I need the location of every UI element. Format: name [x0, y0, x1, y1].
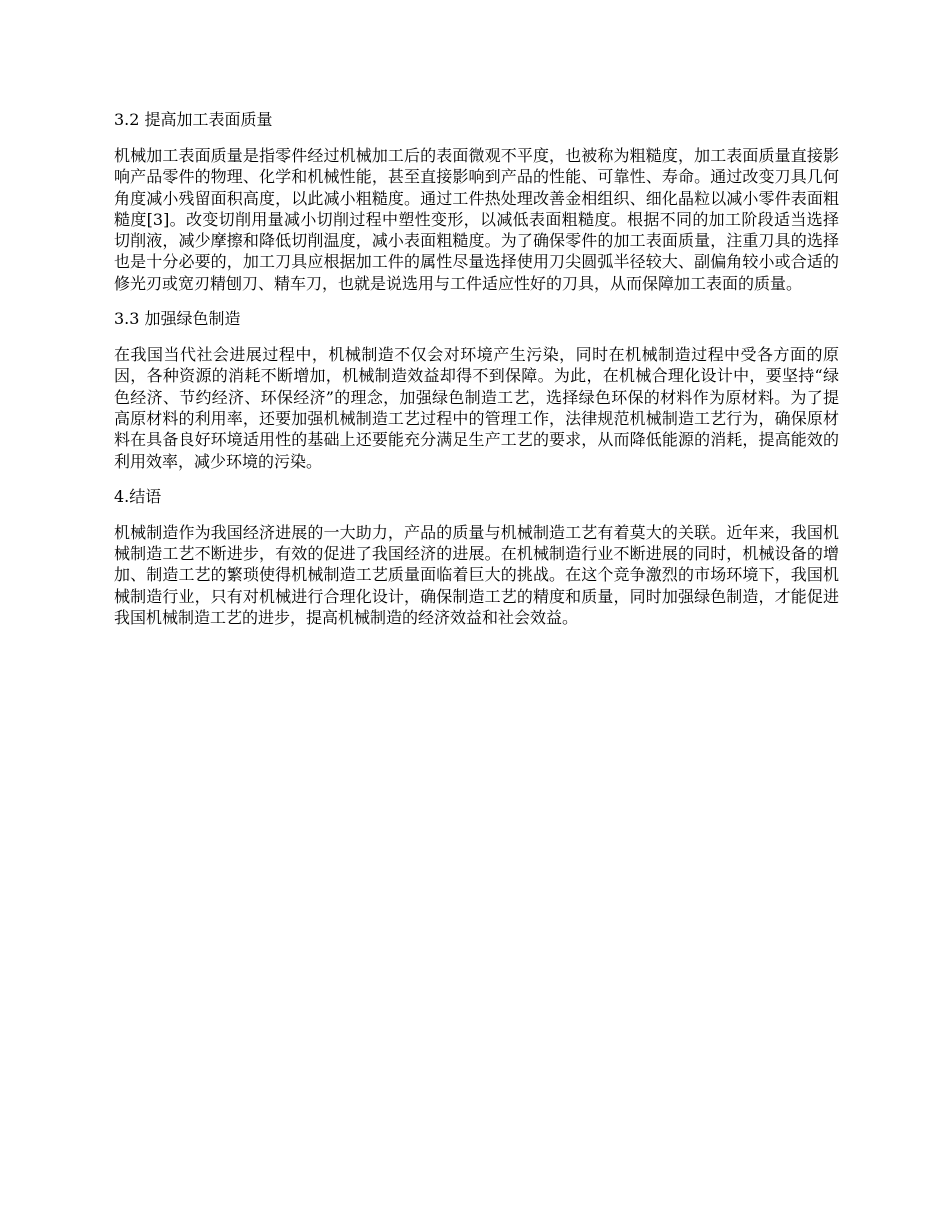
section-heading: 4.结语: [114, 486, 162, 506]
section-paragraph: 在我国当代社会进展过程中，机械制造不仅会对环境产生污染，同时在机械制造过程中受各方面的原因，各种资源的消耗不断增加，机械制造效益却得不到保障。为此，在机械合理化设计中，要坚持“绿色经济、节约经济、环保经济”的理念，加强绿色制造工艺，选择绿色环保的材料作为原材料。为了提高原材料的利用率，还要加强机械制造工艺过程中的管理工作，法律规范机械制造工艺行为，确保原材料在具备良好环境适用性的基础上还要能充分满足生产工艺的要求，从而降低能源的消耗，提高能效的利用效率，减少环境的污染。: [114, 345, 839, 471]
section-surface-quality: [114, 108, 839, 294]
section-paragraph: 机械加工表面质量是指零件经过机械加工后的表面微观不平度，也被称为粗糙度，加工表面质量直接影响产品零件的物理、化学和机械性能，甚至直接影响到产品的性能、可靠性、寿命。通过改变刀具几何角度减小残留面积高度，以此减小粗糙度。通过工件热处理改善金相组织、细化晶粒以减小零件表面粗糙度[3]。改变切削用量减小切削过程中塑性变形，以减低表面粗糙度。根据不同的加工阶段适当选择切削液，减少摩擦和降低切削温度，减小表面粗糙度。为了确保零件的加工表面质量，注重刀具的选择也是十分必要的，加工刀具应根据加工件的属性尽量选择使用刀尖圆弧半径较大、副偏角较小或合适的修光刃或宽刃精刨刀、精车刀，也就是说选用与工件适应性好的刀具，从而保障加工表面的质量。: [114, 146, 839, 293]
section-green-manufacturing: [114, 307, 839, 472]
document-page: [114, 108, 839, 641]
section-conclusion: [114, 485, 839, 628]
section-heading: 3.2 提高加工表面质量: [114, 110, 273, 129]
section-paragraph: 机械制造作为我国经济进展的一大助力，产品的质量与机械制造工艺有着莫大的关联。近年来，我国机械制造工艺不断进步，有效的促进了我国经济的进展。在机械制造行业不断进展的同时，机械设备的增加、制造工艺的繁琐使得机械制造工艺质量面临着巨大的挑战。在这个竞争激烈的市场环境下，我国机械制造行业，只有对机械进行合理化设计，确保制造工艺的精度和质量，同时加强绿色制造，才能促进我国机械制造工艺的进步，提高机械制造的经济效益和社会效益。: [114, 522, 839, 628]
section-heading: 3.3 加强绿色制造: [114, 309, 241, 329]
